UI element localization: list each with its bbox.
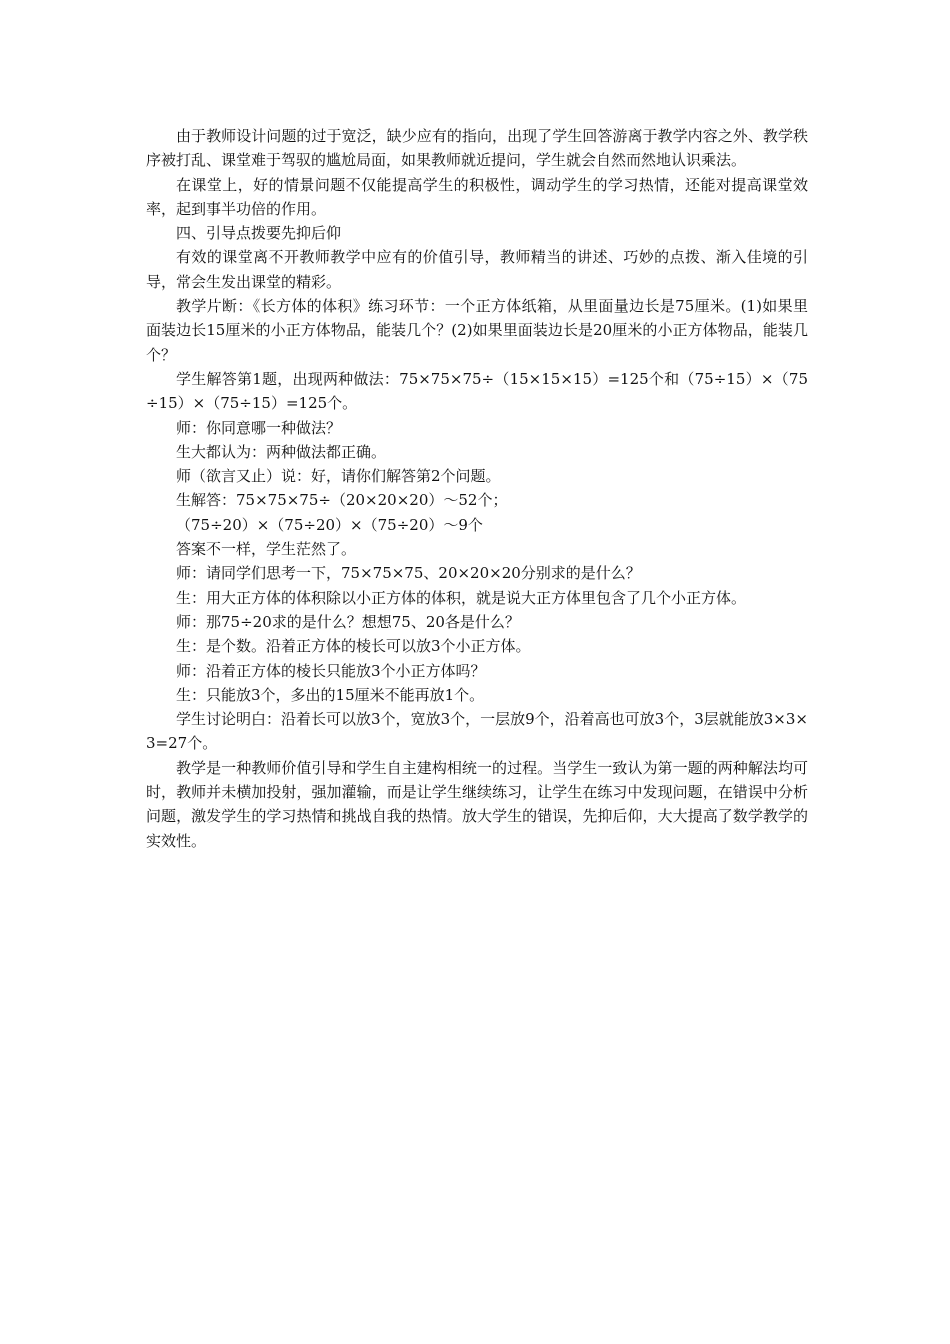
- paragraph-conclusion: 教学是一种教师价值引导和学生自主建构相统一的过程。当学生一致认为第一题的两种解法均可时，教师并未横加投射，强加灌输，而是让学生继续练习，让学生在练习中发现问题，在错误中分析问题，激发学生的学习热情和挑战自我的热情。放大学生的错误，先抑后仰，大大提高了数学教学的实效性。: [146, 758, 808, 850]
- dialogue-line: 师：沿着正方体的棱长只能放3个小正方体吗？: [176, 661, 486, 680]
- paragraph-effective-guidance: 有效的课堂离不开教师教学中应有的价值引导，教师精当的讲述、巧妙的点拨、渐入佳境的引导，常会生发出课堂的精彩。: [146, 248, 808, 291]
- paragraph-classroom-efficiency: 在课堂上，好的情景问题不仅能提高学生的积极性，调动学生的学习热情，还能对提高课堂效率，起到事半功倍的作用。: [146, 175, 808, 218]
- section-heading: 四、引导点拨要先抑后仰: [176, 224, 342, 243]
- paragraph-intro-reflection: 由于教师设计问题的过于宽泛，缺少应有的指向，出现了学生回答游离于教学内容之外、教学秩序被打乱、课堂难于驾驭的尴尬局面，如果教师就近提问，学生就会自然而然地认识乘法。: [146, 127, 808, 170]
- dialogue-line: 师（欲言又止）说：好，请你们解答第2个问题。: [176, 467, 501, 486]
- dialogue-line: （75÷20）×（75÷20）×（75÷20）～9个: [176, 515, 483, 534]
- paragraph-student-discussion: 学生讨论明白：沿着长可以放3个，宽放3个，一层放9个，沿着高也可放3个，3层就能放3×3×3=27个。: [146, 710, 808, 753]
- dialogue-line: 生大都认为：两种做法都正确。: [176, 442, 387, 461]
- dialogue-line: 生：只能放3个，多出的15厘米不能再放1个。: [176, 685, 485, 704]
- dialogue-line: 生：是个数。沿着正方体的棱长可以放3个小正方体。: [176, 637, 531, 656]
- dialogue-line: 师：那75÷20求的是什么？想想75、20各是什么？: [176, 612, 520, 631]
- dialogue-line: 生解答：75×75×75÷（20×20×20）～52个；: [176, 491, 508, 510]
- dialogue-line: 生：用大正方体的体积除以小正方体的体积，就是说大正方体里包含了几个小正方体。: [176, 588, 747, 607]
- dialogue-line: 师：请同学们思考一下，75×75×75、20×20×20分别求的是什么？: [176, 564, 641, 583]
- dialogue-line: 答案不一样，学生茫然了。: [176, 540, 357, 559]
- paragraph-student-answer-q1: 学生解答第1题，出现两种做法：75×75×75÷（15×15×15）=125个和（75÷15）×（75÷15）×（75÷15）=125个。: [146, 369, 808, 413]
- document-body: [146, 124, 808, 853]
- paragraph-teaching-excerpt: 教学片断：《长方体的体积》练习环节：一个正方体纸箱，从里面量边长是75厘米。(1)如果里面装边长15厘米的小正方体物品，能装几个？(2)如果里面装边长是20厘米的小正方体物品，能装几个？: [146, 297, 808, 364]
- dialogue-line: 师：你同意哪一种做法？: [176, 418, 342, 437]
